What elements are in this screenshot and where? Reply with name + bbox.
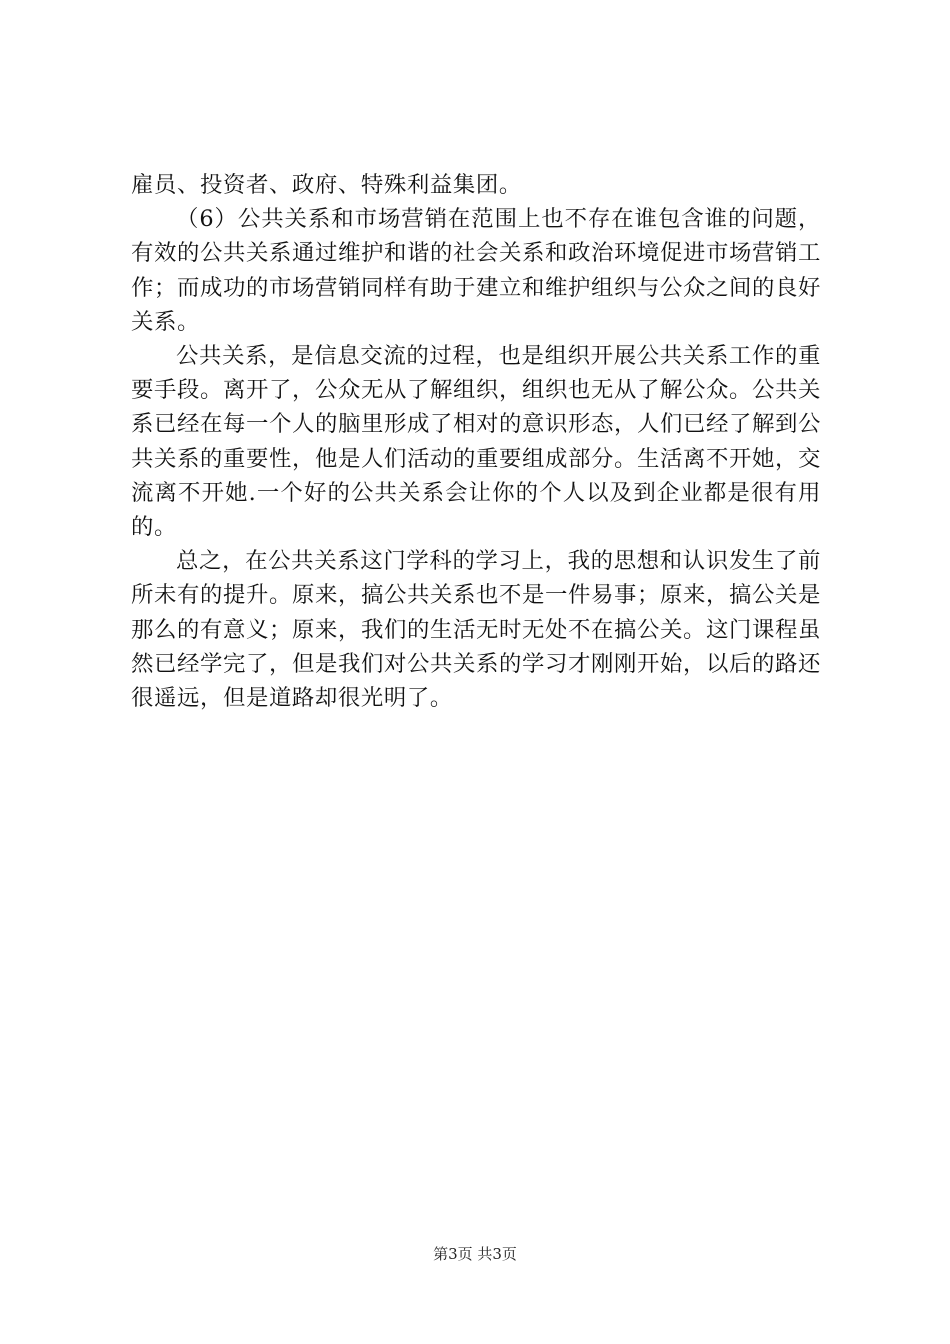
page-footer [0,1243,950,1265]
paragraph-1: 雇员、投资者、政府、特殊利益集团。 [131,172,522,198]
paragraph-4: 总之，在公共关系这门学科的学习上，我的思想和认识发生了前所未有的提升。原来，搞公共关系也不是一件易事；原来，搞公关是那么的有意义；原来，我们的生活无时无处不在搞公关。这门课程虽然已经学完了，但是我们对公共关系的学习才刚刚开始，以后的路还很遥远，但是道路却很光明了。 [131,548,821,712]
paragraph-3: 公共关系，是信息交流的过程，也是组织开展公共关系工作的重要手段。离开了，公众无从了解组织，组织也无从了解公众。公共关系已经在每一个人的脑里形成了相对的意识形态，人们已经了解到公共关系的重要性，他是人们活动的重要组成部分。生活离不开她，交流离不开她.一个好的公共关系会让你的个人以及到企业都是很有用的。 [131,343,821,541]
paragraph-2: （6）公共关系和市场营销在范围上也不存在谁包含谁的问题，有效的公共关系通过维护和谐的社会关系和政治环境促进市场营销工作；而成功的市场营销同样有助于建立和维护组织与公众之间的良好关系。 [131,206,821,335]
document-body [131,168,821,715]
page-number-label: 第3页 共3页 [433,1245,517,1263]
